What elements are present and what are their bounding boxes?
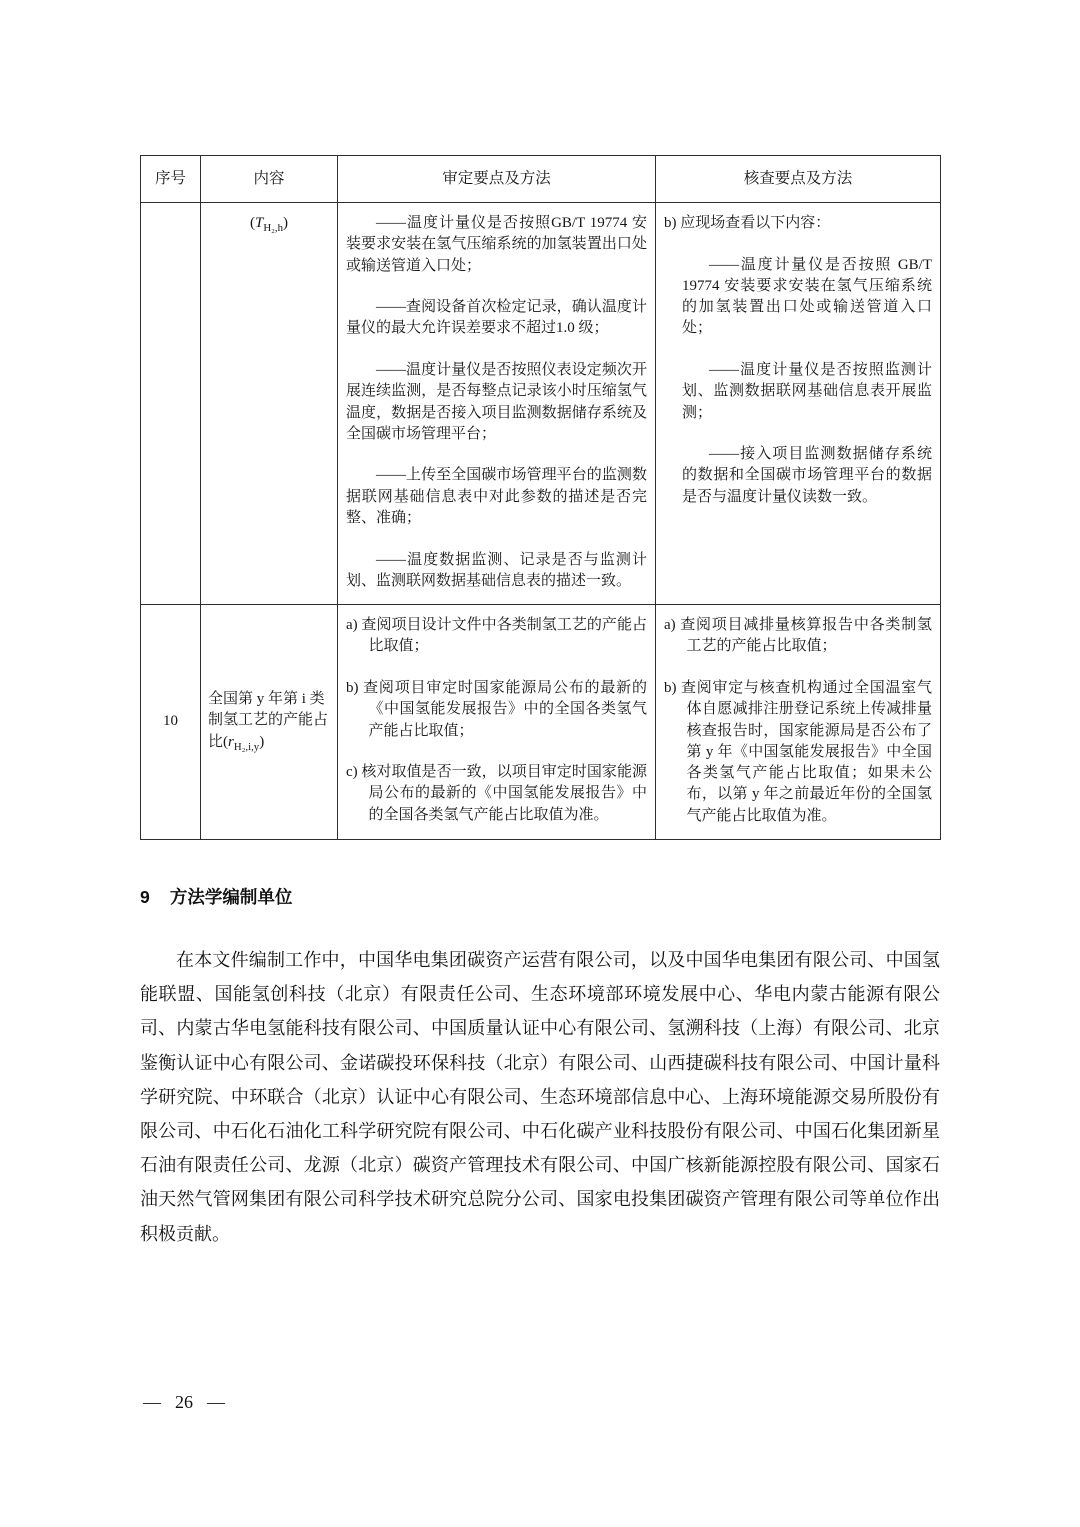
review-point: ——查阅设备首次检定记录，确认温度计量仪的最大允许误差要求不超过1.0 级； [346,299,647,337]
table-row-continuation [141,203,941,605]
section-title: 方法学编制单位 [169,887,293,908]
parameter-text: 全国第 y 年第 i 类制氢工艺的产能占比( [208,691,329,750]
review-point: ——温度计量仪是否按照GB/T 19774 安装要求安装在氢气压缩系统的加氢装置出口处或输送管道入口处； [346,215,647,274]
review-point: b) 查阅项目审定时国家能源局公布的最新的《中国氢能发展报告》中的全国各类氢气产能占比取值； [346,680,647,739]
parameter-description [208,691,329,753]
symbol-close: ) [283,215,288,231]
parameter-symbol [249,215,288,234]
verify-point: b) 应现场查看以下内容： [664,215,831,231]
review-point: ——温度计量仪是否按照仪表设定频次开展连续监测，是否每整点记录该小时压缩氢气温度，数据是否接入项目监测数据储存系统及全国碳市场管理平台； [346,361,647,442]
column-header-verify-points: 核查要点及方法 [656,156,941,203]
cell-verify-points [656,203,941,605]
cell-verify-points [656,605,941,840]
symbol-subscript: H₂,i,y [233,740,260,753]
cell-seq: 10 [141,605,201,840]
symbol-close: ) [259,733,265,750]
page-number [143,1392,225,1413]
cell-content-parameter [201,203,338,605]
column-header-seq: 序号 [141,156,201,203]
page-number-left-dash: — [143,1392,161,1412]
section-heading [140,884,940,909]
symbol-variable: r [228,733,234,750]
credits-paragraph: 在本文件编制工作中，中国华电集团碳资产运营有限公司，以及中国华电集团有限公司、中国氢能联盟、国能氢创科技（北京）有限责任公司、生态环境部环境发展中心、华电内蒙古能源有限公司、内蒙古华电氢能科技有限公司、中国质量认证中心有限公司、氢溯科技（上海）有限公司、北京鉴衡认证中心有限公司、金诺碳投环保科技（北京）有限公司、山西捷碳科技有限公司、中国计量科学研究院、中环联合（北京）认证中心有限公司、生态环境部信息中心、上海环境能源交易所股份有限公司、中石化石油化工科学研究院有限公司、中石化碳产业科技股份有限公司、中国石化集团新星石油有限责任公司、龙源（北京）碳资产管理技术有限公司、中国广核新能源控股有限公司、国家石油天然气管网集团有限公司科学技术研究总院分公司、国家电投集团碳资产管理有限公司等单位作出积极贡献。 [140,950,940,1244]
table-row-10 [141,605,941,840]
verify-point: b) 查阅审定与核查机构通过全国温室气体自愿减排注册登记系统上传减排量核查报告时，国家能源局是否公布了第 y 年《中国氢能发展报告》中全国各类氢气产能占比取值；如果未公布，以第 y 年之前最近年份的全国氢气产能占比取值为准。 [664,680,932,824]
symbol-subscript: H₂,h [263,222,283,234]
page-number-value: 26 [175,1392,193,1412]
review-point: c) 核对取值是否一致，以项目审定时国家能源局公布的最新的《中国氢能发展报告》中的全国各类氢气产能占比取值为准。 [346,764,647,823]
audit-verify-points-table [140,155,941,840]
table-header-row [141,156,941,203]
cell-review-points [338,605,656,840]
verify-point: a) 查阅项目减排量核算报告中各类制氢工艺的产能占比取值； [664,617,932,655]
section-number: 9 [140,887,150,908]
symbol-open: ( [249,215,255,231]
review-point: ——上传至全国碳市场管理平台的监测数据联网基础信息表中对此参数的描述是否完整、准确； [346,467,647,527]
column-header-review-points: 审定要点及方法 [338,156,656,203]
page-number-right-dash: — [207,1392,225,1412]
review-point: a) 查阅项目设计文件中各类制氢工艺的产能占比取值； [346,617,647,655]
verify-point: ——温度计量仪是否按照 GB/T 19774 安装要求安装在氢气压缩系统的加氢装置出口处或输送管道入口处； [682,256,932,337]
symbol-variable: T [254,215,264,231]
review-point: ——温度数据监测、记录是否与监测计划、监测联网数据基础信息表的描述一致。 [346,551,647,589]
verify-point: ——温度计量仪是否按照监测计划、监测数据联网基础信息表开展监测； [682,361,932,421]
cell-content-parameter [201,605,338,840]
column-header-content: 内容 [201,156,338,203]
cell-review-points [338,203,656,605]
verify-point: ——接入项目监测数据储存系统的数据和全国碳市场管理平台的数据是否与温度计量仪读数一致。 [682,446,932,505]
cell-seq-empty [141,203,201,605]
